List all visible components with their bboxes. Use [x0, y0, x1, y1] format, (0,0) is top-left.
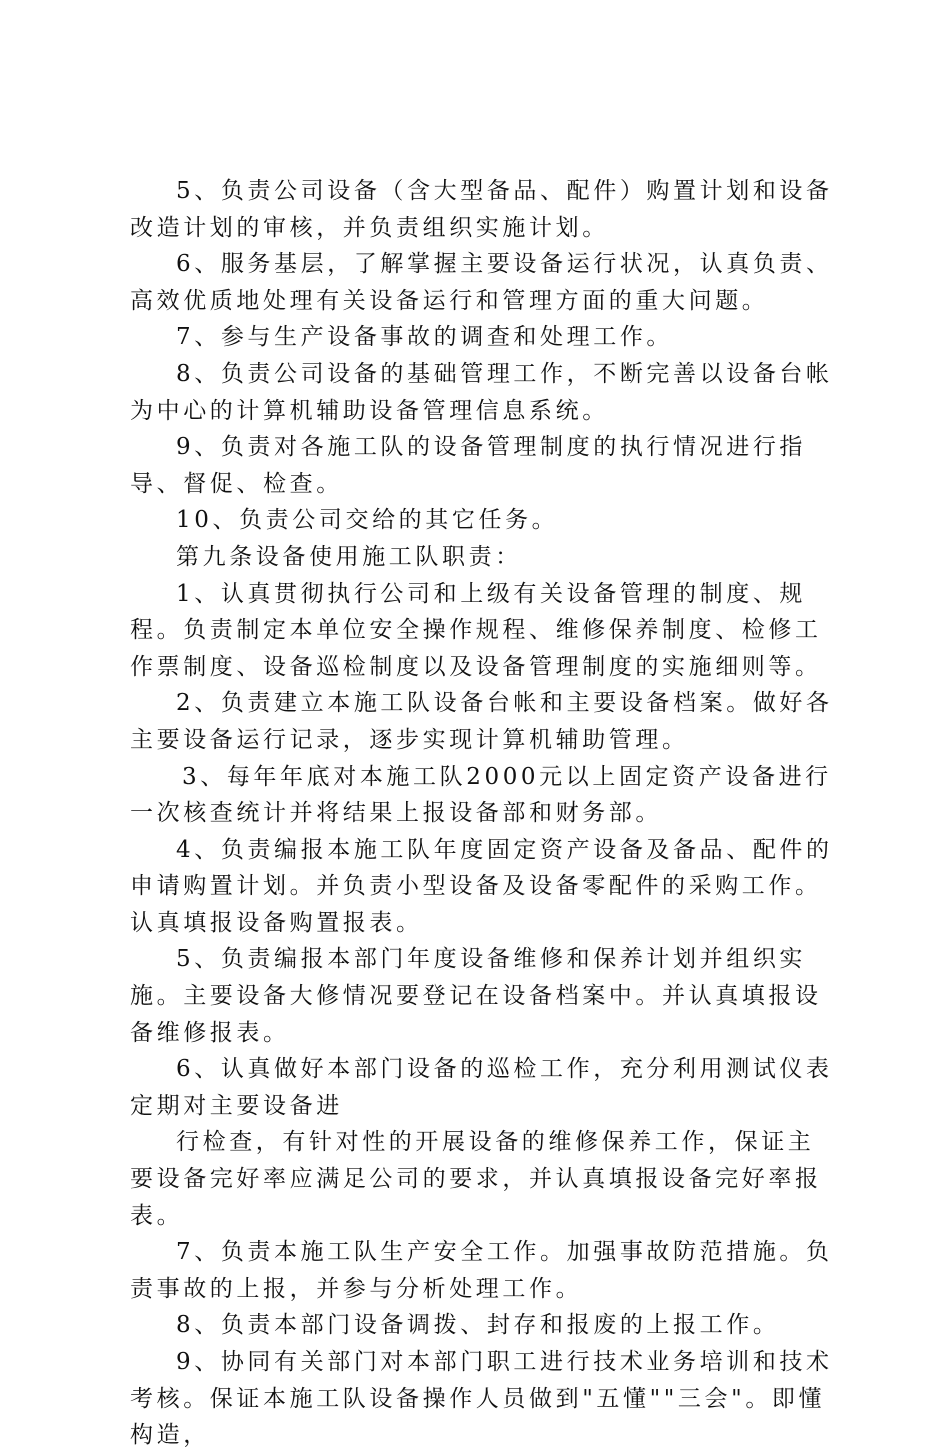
paragraph-team-item-8: 8、负责本部门设备调拨、封存和报废的上报工作。 — [176, 1312, 780, 1339]
paragraph-team-item-6: 6、认真做好本部门设备的巡检工作，充分利用测试仪表定期对主要设备进 — [130, 1056, 833, 1119]
paragraph-team-item-9: 9、协同有关部门对本部门职工进行技术业务培训和技术考核。保证本施工队设备操作人员做到"五懂""三会"。即懂构造， — [130, 1349, 833, 1449]
paragraph-item-9-guidance: 9、负责对各施工队的设备管理制度的执行情况进行指导、督促、检查。 — [130, 434, 807, 497]
paragraph-item-6-serve-grassroots: 6、服务基层，了解掌握主要设备运行状况，认真负责、高效优质地处理有关设备运行和管理方面的重大问题。 — [130, 251, 833, 314]
paragraph-team-item-4: 4、负责编报本施工队年度固定资产设备及备品、配件的申请购置计划。并负责小型设备及设备零配件的采购工作。认真填报设备购置报表。 — [130, 836, 833, 936]
paragraph-item-7-accident-investigation: 7、参与生产设备事故的调查和处理工作。 — [176, 324, 674, 351]
paragraph-item-10-other-tasks: 10、负责公司交给的其它任务。 — [176, 507, 559, 534]
paragraph-team-item-1: 1、认真贯彻执行公司和上级有关设备管理的制度、规程。负责制定本单位安全操作规程、维修保养制度、检修工作票制度、设备巡检制度以及设备管理制度的实施细则等。 — [130, 580, 822, 680]
section-heading-article-9: 第九条设备使用施工队职责： — [176, 543, 522, 570]
paragraph-item-8-basic-management: 8、负责公司设备的基础管理工作，不断完善以设备台帐为中心的计算机辅助设备管理信息系统。 — [130, 360, 833, 424]
paragraph-team-item-2: 2、负责建立本施工队设备台帐和主要设备档案。做好各主要设备运行记录，逐步实现计算机辅助管理。 — [130, 690, 833, 753]
paragraph-team-item-7: 7、负责本施工队生产安全工作。加强事故防范措施。负责事故的上报，并参与分析处理工作。 — [130, 1239, 833, 1302]
paragraph-team-item-3: 3、每年年底对本施工队2000元以上固定资产设备进行一次核查统计并将结果上报设备部和财务部。 — [130, 763, 832, 827]
paragraph-item-5-equipment-purchase: 5、负责公司设备（含大型备品、配件）购置计划和设备改造计划的审核，并负责组织实施计划。 — [130, 178, 833, 241]
paragraph-team-item-6-continued: 行检查，有针对性的开展设备的维修保养工作，保证主要设备完好率应满足公司的要求，并认真填报设备完好率报表。 — [130, 1129, 822, 1229]
document-body — [130, 173, 835, 1454]
paragraph-team-item-5: 5、负责编报本部门年度设备维修和保养计划并组织实施。主要设备大修情况要登记在设备档案中。并认真填报设备维修报表。 — [130, 946, 822, 1046]
